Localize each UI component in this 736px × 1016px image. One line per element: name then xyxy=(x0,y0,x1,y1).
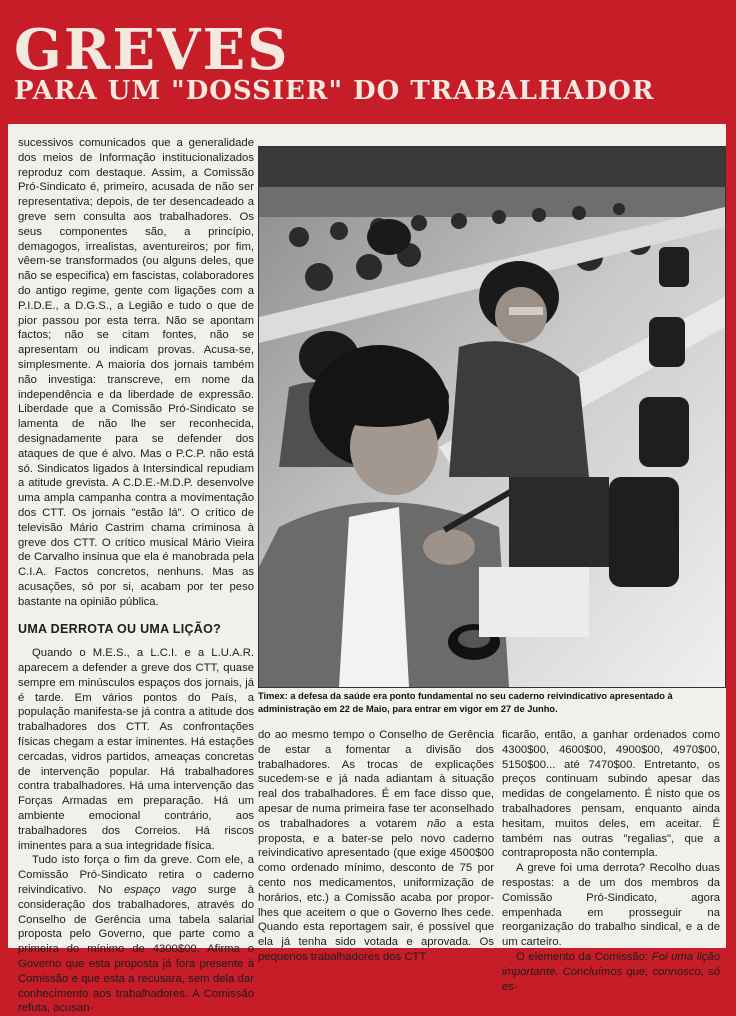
section-heading: UMA DERROTA OU UMA LIÇÃO? xyxy=(18,621,222,636)
emphasis-text: não xyxy=(427,817,446,830)
photo-caption: Timex: a defesa da saúde era ponto fundamental no seu caderno reivindicativo apresentado à administração em 22 de Maio, para entrar em vigor em 27 de Junho. xyxy=(258,691,673,714)
paragraph: A greve foi uma derrota? Recolho duas respostas: a de um dos membros da Comissão Pró-Sindicato, agora empenhada em prosseguir na reorganização do trabalho sindical, e a de um carteiro. xyxy=(502,862,720,949)
factory-workers-photo xyxy=(258,146,726,688)
text-column-1 xyxy=(18,136,254,1016)
paragraph xyxy=(18,853,254,1016)
article-page xyxy=(8,124,726,1015)
paragraph xyxy=(258,728,494,965)
text-column-3 xyxy=(502,728,720,994)
paragraph: sucessivos comunicados que a generalidade dos meios de Informação institucionalizados reproduz com destaque. Assim, a Comissão Pró-Sindicato é, primeiro, acusada de não ser representativa; depois, de ter desencadeado a greve sem consulta aos trabalhadores. Os seus componentes são, a princípio, demagogos, irrealistas, aventureiros; por fim, vêem-se transformados (ou alguns deles, que não se especifica) em fascistas, colaboradores do antigo regime, gente com ligações com a P.I.D.E., a D.G.S., a Legião e tudo o que de pior passou por esta terra. Não se apontam factos; não se citam fontes, não se apresentam ou indicam provas. Acusa-se, simplesmente. A maioria dos jornais também não investiga: transcreve, em nome da independência e da liberdade de expressão. Liberdade que a Comissão Pró-Sindicato se lamenta de não lhe ser reconhecida, designadamente para se defender dos ataques de que é alvo. Mas o P.C.P. não está só. Sindicatos ligados à Intersindical repudiam a atitude grevista. A C.D.E.-M.D.P. desenvolve uma ampla campanha contra a movimentação dos CTT. Os jornais "estão lá". O crítico de televisão Mário Castrim chama criminosa à greve dos CTT. O crítico musical Mário Vieira de Carvalho insinua que ela é manobrada pela C.I.A. Factos concretos, nenhuns. Mas as acusações, só por si, acabam por ter peso bastante na opinião pública. xyxy=(18,137,254,608)
paragraph: Quando o M.E.S., a L.C.I. e a L.U.A.R. aparecem a defender a greve dos CTT, quase sempre em minúsculos espaços dos jornais, já é tarde. Em vários pontos do País, a população manifesta-se já contra a atitude dos trabalhadores dos CTT. As confrontações físicas chegam a estar iminentes. Há estações cercadas, vidros partidos, ameaças concretas de intervenção popular. Há trabalhadores contra trabalhadores. Há uma intervenção das Forças Armadas em preparação. Há um ambiente emocional contrário, aos trabalhadores dos Correios. Há riscos iminentes para a sua integridade física. xyxy=(18,647,254,852)
text-run: O elemento da Comissão: xyxy=(516,950,652,963)
text-run: do ao mesmo tempo o Conselho de Gerência de estar a fomentar a divisão dos trabalhadores. As trocas de explicações sucedem-se e já nada adiantam à situação real dos trabalhadores. É em face disso que, apesar de numa primeira fase ter aconselhado os trabalhadores a votarem xyxy=(258,729,494,830)
paragraph: ficarão, então, a ganhar ordenados como 4300$00, 4600$00, 4900$00, 4970$00, 5150$00... até 7470$00. Entretanto, os preços continuam subindo apesar das medidas de congelamento. É nisto que os trabalhadores pensam, enquanto ainda hesitam, muitos deles, em aceitar. É também nas outras "regalias", que a contraproposta não contempla. xyxy=(502,729,720,860)
text-column-2 xyxy=(258,728,494,965)
article-title: GREVES xyxy=(14,17,290,83)
text-run: surge à consideração dos trabalhadores, através do Conselho de Gerência uma tabela salarial proposta pelo Governo, que parte como a primeira do mínimo de 4300$00. Afirma o Governo que esta proposta já fora presente à Comissão e que esta a recusara, sem dela dar conhecimento aos trabalhadores. A Comissão refuta, acusan- xyxy=(18,884,254,1015)
text-run: a esta proposta, e a bater-se pelo novo caderno reivindicativo apresentado (que exige 4500$00 como ordenado mínimo, desconto de 75 por cento nos medicamentos, uniformização de horários, etc.) a Comissão acaba por propor-lhes que aceitem o que o Governo lhes cede. Quando esta reportagem sair, é possível que ela já tenha sido votada e aprovada. Os pequenos trabalhadores dos CTT xyxy=(258,817,494,963)
text-run: Tudo isto força o fim da greve. Com ele, a Comissão Pró-Sindicato retira o caderno reivindicativo. No xyxy=(18,854,254,897)
article-subtitle: PARA UM "DOSSIER" DO TRABALHADOR xyxy=(14,76,655,106)
photo-illustration xyxy=(259,147,725,687)
emphasis-text: espaço vago xyxy=(123,884,197,897)
emphasis-text: Foi uma lição importante. Concluímos que, connosco, só es- xyxy=(502,950,720,993)
paragraph xyxy=(502,950,720,994)
